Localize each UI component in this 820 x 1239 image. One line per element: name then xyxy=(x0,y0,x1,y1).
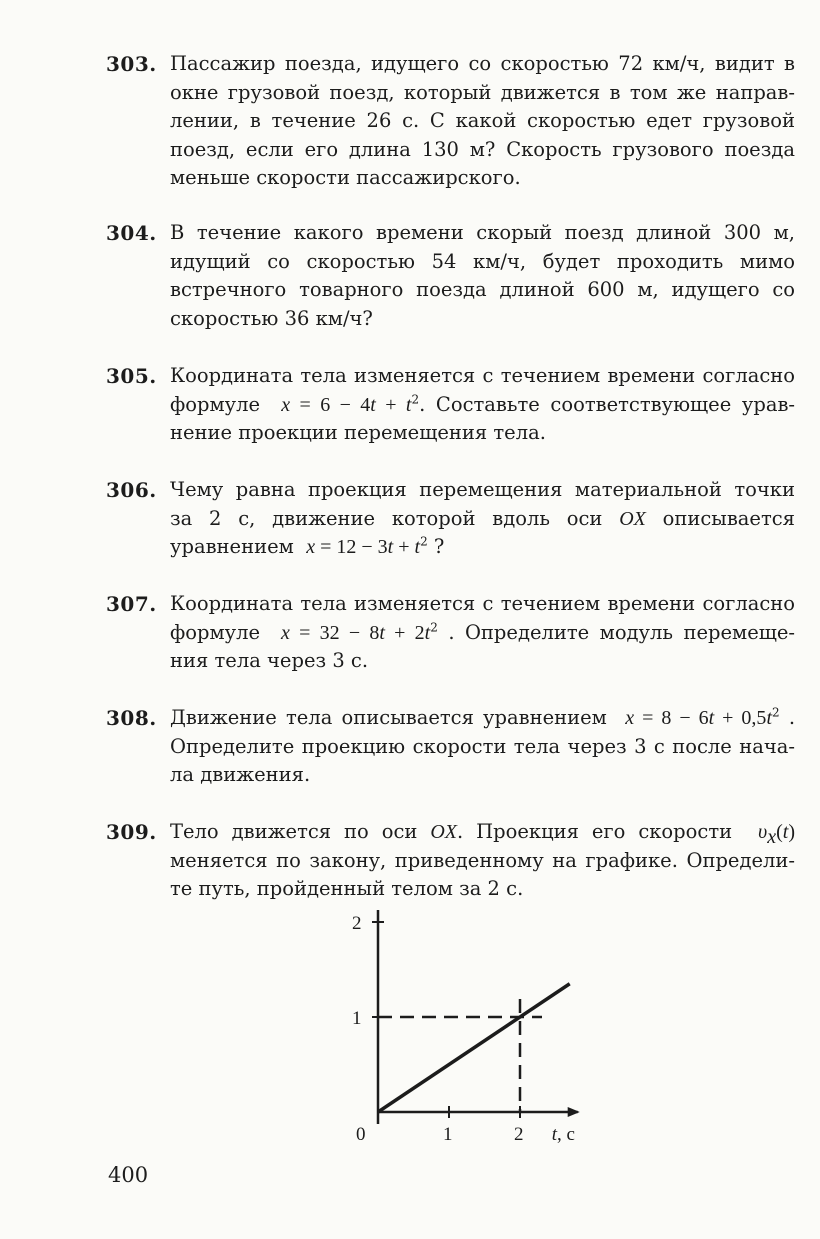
text-line: те путь, пройденный телом за 2 с. xyxy=(170,877,524,900)
text-line: формуле $x = 6 - 4t + t^2$. Составьте соответствующее урав- xyxy=(170,392,796,416)
problem-number: 305. xyxy=(106,364,157,388)
text-line: за 2 с, движение которой вдоль оси OX описывается xyxy=(170,506,795,530)
text-line: идущий со скоростью 54 км/ч, будет проходить мимо xyxy=(170,249,795,273)
problem-number: 309. xyxy=(106,820,157,844)
problem-text xyxy=(170,219,795,333)
text-line: лении, в течение 26 с. С какой скоростью едет грузовой xyxy=(170,109,795,132)
problem-number: 303. xyxy=(106,52,157,76)
text-line: ния тела через 3 с. xyxy=(170,649,369,672)
problem-text xyxy=(170,50,795,193)
x-tick-label: 2 xyxy=(514,1124,524,1145)
formula: x xyxy=(281,393,291,416)
axis-name: OX xyxy=(619,507,646,530)
velocity-graph xyxy=(270,910,600,1150)
x-axis-label: t, с xyxy=(551,1124,575,1145)
text-line: встречного товарного поезда длиной 600 м, идущего со xyxy=(170,278,795,301)
text-line: Тело движется по оси OX. Проекция его скорости $\upsilon_x(t)$ xyxy=(170,820,795,848)
y-tick-label: 2 xyxy=(352,913,362,934)
problem-number: 307. xyxy=(106,592,157,616)
text-line: окне грузовой поезд, который движется в том же направ- xyxy=(170,80,795,104)
problem-number: 304. xyxy=(106,221,157,245)
text-line: Координата тела изменяется с течением времени согласно xyxy=(170,592,795,615)
problem-text xyxy=(170,362,795,448)
y-tick-label: 1 xyxy=(352,1008,362,1029)
problem-number: 306. xyxy=(106,478,157,502)
problem-number: 308. xyxy=(106,706,157,730)
text-line: Координата тела изменяется с течением времени согласно xyxy=(170,364,795,387)
problem-text xyxy=(170,590,795,676)
velocity-symbol: υ xyxy=(758,821,768,843)
origin-label: 0 xyxy=(356,1124,366,1145)
axis-name: OX xyxy=(430,821,457,843)
text-line: В течение какого времени скорый поезд длиной 300 м, xyxy=(170,221,795,244)
text-line: Пассажир поезда, идущего со скоростью 72 км/ч, видит в xyxy=(170,52,795,75)
formula: x xyxy=(280,621,290,644)
text-line: уравнением $x = 12 - 3t + t^2$ ? xyxy=(170,534,445,558)
series-line-vx xyxy=(378,984,570,1112)
problem-text xyxy=(170,818,795,904)
formula: x xyxy=(306,536,316,558)
text-line: Движение тела описывается уравнением $x = 8 - 6t + 0,5t^2$ . xyxy=(170,705,796,729)
text-line: формуле $x = 32 - 8t + 2t^2$ . Определите модуль перемеще- xyxy=(170,620,795,644)
x-tick-label: 1 xyxy=(443,1124,453,1145)
text-line: меняется по закону, приведенному на графике. Определи- xyxy=(170,848,795,872)
text-line: меньше скорости пассажирского. xyxy=(170,166,521,189)
text-line: ла движения. xyxy=(170,763,311,786)
text-line: скоростью 36 км/ч? xyxy=(170,306,373,330)
formula: x xyxy=(625,707,635,729)
problem-text xyxy=(170,704,795,790)
text-line: поезд, если его длина 130 м? Скорость грузового поезда xyxy=(170,137,795,161)
text-line: нение проекции перемещения тела. xyxy=(170,421,546,444)
text-line: Чему равна проекция перемещения материальной точки xyxy=(170,478,795,501)
text-line: Определите проекцию скорости тела через 3 с после нача- xyxy=(170,734,795,758)
page-number: 400 xyxy=(108,1163,149,1187)
problem-text xyxy=(170,476,795,562)
